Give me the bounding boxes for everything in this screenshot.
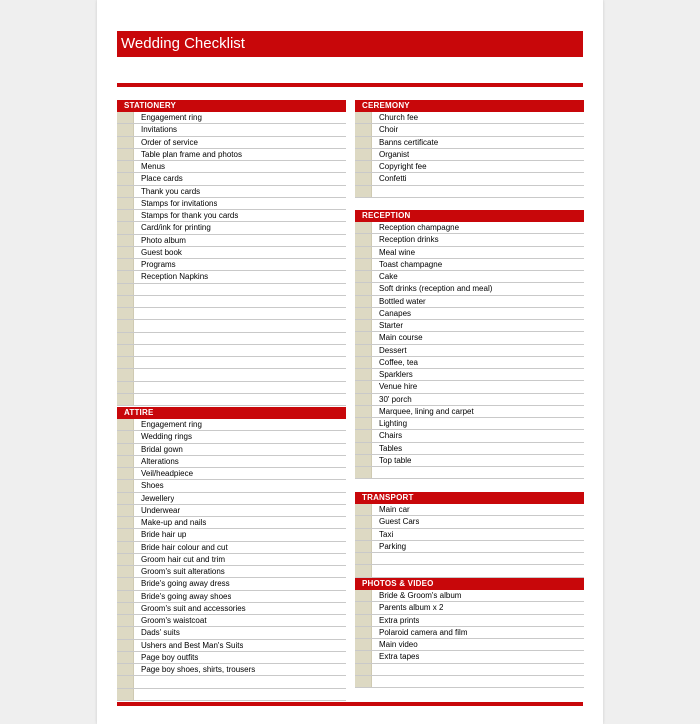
checkbox-cell[interactable]: [355, 504, 372, 515]
page-title: Wedding Checklist: [121, 35, 245, 52]
checklist-item-label: Groom's waistcoat: [141, 616, 207, 625]
checklist-row: [355, 467, 584, 479]
checklist-item-label: Guest Cars: [379, 517, 420, 527]
checklist-row: [355, 149, 584, 161]
checklist-item-label: Jewellery: [141, 493, 175, 503]
checkbox-cell[interactable]: [117, 578, 134, 589]
checklist-item-label: [134, 284, 141, 295]
section-title-transport: TRANSPORT: [355, 492, 584, 504]
checkbox-cell[interactable]: [355, 271, 372, 282]
checkbox-cell[interactable]: [117, 419, 134, 430]
checklist-row: [117, 320, 346, 332]
section-ceremony: [355, 100, 584, 198]
checklist-row: [117, 296, 346, 308]
checklist-row: [355, 161, 584, 173]
checkbox-cell[interactable]: [355, 222, 372, 233]
checklist-item-label: Groom's suit and accessories: [141, 603, 246, 613]
checkbox-cell[interactable]: [355, 381, 372, 392]
checklist-item-label: Menus: [141, 162, 166, 171]
checkbox-cell[interactable]: [355, 602, 372, 613]
checklist-row: [355, 541, 584, 553]
checkbox-cell[interactable]: [117, 566, 134, 577]
checklist-row: [117, 431, 346, 443]
checkbox-cell[interactable]: [355, 615, 372, 626]
section-photos-video: [355, 578, 584, 688]
section-attire: [117, 407, 346, 701]
checkbox-cell[interactable]: [355, 369, 372, 380]
checklist-item-label: Underwear: [141, 505, 181, 515]
checklist-row: [117, 271, 346, 283]
checkbox-cell[interactable]: [117, 591, 134, 602]
checkbox-cell[interactable]: [355, 149, 372, 160]
checklist-row: [117, 333, 346, 345]
checkbox-cell[interactable]: [117, 137, 134, 148]
checkbox-cell[interactable]: [355, 430, 372, 441]
checklist-item-label: [134, 394, 141, 405]
checkbox-cell[interactable]: [355, 418, 372, 429]
checklist-row: [117, 308, 346, 320]
checklist-row: [117, 566, 346, 578]
checklist-row: [117, 664, 346, 676]
checkbox-cell[interactable]: [355, 161, 372, 172]
checklist-item-label: 30' porch: [379, 394, 412, 404]
checklist-row: [117, 542, 346, 554]
checklist-row: [355, 504, 584, 516]
checkbox-cell[interactable]: [117, 333, 134, 344]
checkbox-cell[interactable]: [355, 443, 372, 454]
checklist-item-label: Banns certificate: [379, 137, 439, 147]
checkbox-cell[interactable]: [355, 345, 372, 356]
checklist-item-label: Page boy shoes, shirts, trousers: [141, 665, 256, 674]
checklist-row: [355, 357, 584, 369]
checkbox-cell[interactable]: [117, 542, 134, 553]
checkbox-cell[interactable]: [117, 320, 134, 331]
checklist-row: [117, 480, 346, 492]
checkbox-cell[interactable]: [355, 590, 372, 601]
checklist-item-label: Programs: [141, 260, 176, 269]
checkbox-cell[interactable]: [117, 676, 134, 687]
checklist-item-label: [134, 333, 141, 344]
checkbox-cell[interactable]: [355, 283, 372, 294]
checklist-item-label: [372, 676, 379, 687]
checklist-row: [355, 455, 584, 467]
checkbox-cell[interactable]: [355, 320, 372, 331]
checklist-item-label: Wedding rings: [141, 432, 192, 442]
checklist-row: [117, 173, 346, 185]
checklist-item-label: Bride & Groom's album: [379, 591, 462, 600]
checklist-item-label: Sparklers: [379, 370, 413, 379]
checklist-row: [117, 284, 346, 296]
checklist-row: [117, 235, 346, 247]
checklist-row: [355, 234, 584, 246]
checklist-row: [355, 173, 584, 185]
checkbox-cell[interactable]: [117, 493, 134, 504]
checkbox-cell[interactable]: [355, 651, 372, 662]
checklist-item-label: Canapes: [379, 308, 412, 318]
checklist-row: [355, 651, 584, 663]
checkbox-cell[interactable]: [355, 247, 372, 258]
checklist-item-label: [134, 345, 141, 356]
checklist-item-label: Parents album x 2: [379, 603, 444, 613]
checklist-item-label: Alterations: [141, 456, 179, 466]
checklist-item-label: [134, 676, 141, 687]
checklist-row: [355, 296, 584, 308]
checklist-item-label: Ushers and Best Man's Suits: [141, 640, 244, 650]
section-title-stationery: STATIONERY: [117, 100, 346, 112]
checkbox-cell[interactable]: [117, 689, 134, 700]
checklist-item-label: Church fee: [379, 113, 419, 122]
checklist-row: [117, 517, 346, 529]
checklist-item-label: Reception Napkins: [141, 272, 209, 282]
checklist-item-label: Veil/headpiece: [141, 469, 194, 478]
checklist-row: [355, 627, 584, 639]
checklist-item-label: [372, 553, 379, 564]
checklist-item-label: Chairs: [379, 431, 403, 441]
checklist-item-label: Groom hair cut and trim: [141, 554, 226, 564]
checklist-item-label: Order of service: [141, 137, 198, 147]
section-reception: [355, 210, 584, 479]
checklist-row: [355, 332, 584, 344]
checklist-row: [355, 639, 584, 651]
checklist-item-label: Polaroid camera and film: [379, 627, 468, 637]
checklist-row: [355, 308, 584, 320]
checklist-item-label: [134, 308, 141, 319]
checkbox-cell[interactable]: [117, 554, 134, 565]
checklist-row: [117, 603, 346, 615]
checkbox-cell[interactable]: [355, 406, 372, 417]
header-divider: [117, 83, 583, 87]
checklist-row: [355, 271, 584, 283]
checklist-item-label: Photo album: [141, 235, 186, 245]
checklist-row: [117, 652, 346, 664]
checkbox-cell[interactable]: [117, 664, 134, 675]
checkbox-cell[interactable]: [117, 296, 134, 307]
checklist-row: [117, 554, 346, 566]
checklist-row: [355, 222, 584, 234]
checklist-item-label: [372, 467, 379, 478]
checklist-item-label: Main course: [379, 333, 423, 343]
checkbox-cell[interactable]: [355, 467, 372, 478]
checklist-item-label: Taxi: [379, 529, 394, 539]
checklist-row: [355, 529, 584, 541]
checkbox-cell[interactable]: [355, 541, 372, 552]
checklist-item-label: Coffee, tea: [379, 357, 418, 367]
checklist-item-label: Bottled water: [379, 296, 426, 306]
checkbox-cell[interactable]: [117, 173, 134, 184]
checklist-row: [355, 590, 584, 602]
checklist-row: [355, 516, 584, 528]
checklist-item-label: Venue hire: [379, 382, 418, 392]
section-title-attire: ATTIRE: [117, 407, 346, 419]
checkbox-cell[interactable]: [355, 234, 372, 245]
checklist-row: [355, 664, 584, 676]
checklist-row: [117, 149, 346, 161]
checkbox-cell[interactable]: [117, 198, 134, 209]
checklist-item-label: Toast champagne: [379, 259, 443, 269]
checkbox-cell[interactable]: [355, 112, 372, 123]
checklist-row: [355, 345, 584, 357]
checklist-item-label: Place cards: [141, 174, 183, 184]
checkbox-cell[interactable]: [355, 676, 372, 687]
checklist-item-label: Bride hair up: [141, 530, 187, 540]
checklist-row: [117, 578, 346, 590]
checklist-row: [117, 456, 346, 468]
checklist-item-label: Bridal gown: [141, 444, 183, 454]
checklist-row: [355, 418, 584, 430]
checklist-item-label: Engagement ring: [141, 113, 202, 122]
checklist-item-label: [372, 664, 379, 675]
checklist-row: [117, 689, 346, 701]
checklist-item-label: Reception drinks: [379, 235, 439, 245]
checklist-row: [117, 493, 346, 505]
checklist-row: [117, 161, 346, 173]
checklist-row: [117, 627, 346, 639]
checklist-item-label: Reception champagne: [379, 223, 460, 232]
checkbox-cell[interactable]: [117, 652, 134, 663]
checkbox-cell[interactable]: [355, 308, 372, 319]
checklist-item-label: Marquee, lining and carpet: [379, 406, 474, 416]
checklist-row: [117, 382, 346, 394]
checkbox-cell[interactable]: [355, 664, 372, 675]
checklist-item-label: Choir: [379, 125, 399, 135]
footer-divider: [117, 702, 583, 706]
checkbox-cell[interactable]: [117, 382, 134, 393]
checklist-row: [117, 529, 346, 541]
checklist-row: [117, 419, 346, 431]
checklist-item-label: Table plan frame and photos: [141, 149, 242, 159]
checklist-row: [355, 553, 584, 565]
checklist-row: [355, 112, 584, 124]
checkbox-cell[interactable]: [355, 137, 372, 148]
checklist-item-label: Tables: [379, 443, 403, 453]
checklist-row: [355, 283, 584, 295]
checklist-row: [117, 394, 346, 406]
checklist-item-label: [134, 296, 141, 307]
checklist-row: [355, 406, 584, 418]
checklist-row: [355, 443, 584, 455]
checklist-item-label: Stamps for thank you cards: [141, 211, 239, 220]
checklist-row: [355, 381, 584, 393]
checkbox-cell[interactable]: [355, 259, 372, 270]
checklist-row: [117, 210, 346, 222]
checklist-item-label: Engagement ring: [141, 420, 202, 429]
checkbox-cell[interactable]: [117, 615, 134, 626]
checklist-row: [117, 186, 346, 198]
checklist-row: [117, 124, 346, 136]
checkbox-cell[interactable]: [117, 480, 134, 491]
checkbox-cell[interactable]: [355, 394, 372, 405]
checkbox-cell[interactable]: [117, 627, 134, 638]
checklist-item-label: [134, 369, 141, 380]
checklist-row: [355, 430, 584, 442]
section-title-ceremony: CEREMONY: [355, 100, 584, 112]
checkbox-cell[interactable]: [117, 161, 134, 172]
checklist-item-label: Thank you cards: [141, 186, 201, 196]
checkbox-cell[interactable]: [355, 639, 372, 650]
checklist-item-label: Page boy outfits: [141, 652, 199, 662]
checklist-row: [355, 186, 584, 198]
checklist-item-label: [372, 186, 379, 197]
checklist-item-label: Groom's suit alterations: [141, 567, 225, 576]
checklist-item-label: Parking: [379, 541, 407, 551]
checklist-row: [355, 615, 584, 627]
checklist-row: [117, 259, 346, 271]
checkbox-cell[interactable]: [355, 565, 372, 576]
checklist-item-label: Lighting: [379, 419, 408, 428]
section-title-reception: RECEPTION: [355, 210, 584, 222]
checklist-row: [117, 591, 346, 603]
checklist-item-label: Organist: [379, 149, 410, 159]
checkbox-cell[interactable]: [355, 529, 372, 540]
checklist-row: [355, 137, 584, 149]
checkbox-cell[interactable]: [117, 640, 134, 651]
checkbox-cell[interactable]: [117, 505, 134, 516]
checkbox-cell[interactable]: [117, 444, 134, 455]
checkbox-cell[interactable]: [355, 357, 372, 368]
checkbox-cell[interactable]: [355, 173, 372, 184]
checkbox-cell[interactable]: [117, 222, 134, 233]
checklist-item-label: Guest book: [141, 247, 182, 257]
checkbox-cell[interactable]: [117, 284, 134, 295]
checklist-item-label: [134, 689, 141, 700]
checklist-item-label: Soft drinks (reception and meal): [379, 284, 493, 294]
checklist-row: [355, 602, 584, 614]
checklist-row: [117, 505, 346, 517]
checkbox-cell[interactable]: [117, 247, 134, 258]
checklist-row: [117, 222, 346, 234]
checkbox-cell[interactable]: [117, 603, 134, 614]
checkbox-cell[interactable]: [355, 332, 372, 343]
checkbox-cell[interactable]: [117, 124, 134, 135]
checkbox-cell[interactable]: [117, 235, 134, 246]
checklist-item-label: Cake: [379, 272, 398, 281]
checklist-row: [117, 247, 346, 259]
checklist-item-label: [372, 565, 379, 576]
checklist-row: [355, 259, 584, 271]
checklist-row: [117, 468, 346, 480]
checklist-row: [117, 137, 346, 149]
checkbox-cell[interactable]: [117, 357, 134, 368]
checklist-item-label: Card/ink for printing: [141, 223, 211, 233]
checklist-item-label: Bride's going away shoes: [141, 591, 232, 601]
checklist-row: [355, 565, 584, 577]
checklist-row: [355, 676, 584, 688]
section-stationery: [117, 100, 346, 406]
checklist-row: [355, 394, 584, 406]
checkbox-cell[interactable]: [355, 516, 372, 527]
checkbox-cell[interactable]: [117, 529, 134, 540]
title-bar: [117, 31, 583, 57]
checklist-row: [355, 124, 584, 136]
checklist-item-label: [134, 382, 141, 393]
checkbox-cell[interactable]: [117, 517, 134, 528]
checklist-row: [117, 640, 346, 652]
checkbox-cell[interactable]: [355, 455, 372, 466]
checklist-item-label: Stamps for invitations: [141, 198, 218, 208]
section-title-photos-video: PHOTOS & VIDEO: [355, 578, 584, 590]
checklist-row: [117, 198, 346, 210]
checklist-item-label: [134, 357, 141, 368]
checkbox-cell[interactable]: [117, 308, 134, 319]
checkbox-cell[interactable]: [117, 210, 134, 221]
checklist-item-label: [134, 320, 141, 331]
checklist-item-label: Copyright fee: [379, 162, 427, 171]
checklist-row: [355, 247, 584, 259]
checkbox-cell[interactable]: [117, 186, 134, 197]
checklist-item-label: Meal wine: [379, 247, 416, 257]
checklist-item-label: Extra tapes: [379, 652, 420, 662]
checkbox-cell[interactable]: [117, 149, 134, 160]
checkbox-cell[interactable]: [117, 456, 134, 467]
checklist-item-label: Main car: [379, 505, 410, 514]
checkbox-cell[interactable]: [117, 112, 134, 123]
checklist-item-label: Shoes: [141, 481, 164, 491]
checklist-row: [117, 357, 346, 369]
checklist-item-label: Make-up and nails: [141, 518, 207, 527]
checklist-item-label: Bride's going away dress: [141, 579, 230, 589]
checkbox-cell[interactable]: [117, 468, 134, 479]
checklist-row: [117, 676, 346, 688]
checklist-row: [117, 444, 346, 456]
section-transport: [355, 492, 584, 578]
checkbox-cell[interactable]: [355, 296, 372, 307]
checkbox-cell[interactable]: [117, 259, 134, 270]
checklist-row: [117, 369, 346, 381]
checkbox-cell[interactable]: [355, 627, 372, 638]
checklist-item-label: Top table: [379, 455, 412, 465]
checklist-item-label: Dessert: [379, 345, 407, 355]
checklist-item-label: Main video: [379, 640, 418, 649]
checklist-item-label: Invitations: [141, 125, 178, 135]
checklist-item-label: Starter: [379, 321, 404, 330]
checklist-row: [117, 615, 346, 627]
checkbox-cell[interactable]: [355, 186, 372, 197]
checklist-item-label: Bride hair colour and cut: [141, 542, 228, 552]
checklist-row: [355, 320, 584, 332]
checkbox-cell[interactable]: [117, 345, 134, 356]
checkbox-cell[interactable]: [355, 553, 372, 564]
checklist-item-label: Extra prints: [379, 615, 420, 625]
checklist-item-label: Dads' suits: [141, 628, 180, 638]
checkbox-cell[interactable]: [117, 431, 134, 442]
checkbox-cell[interactable]: [117, 394, 134, 405]
checklist-item-label: Confetti: [379, 174, 407, 184]
checklist-row: [355, 369, 584, 381]
checklist-row: [117, 345, 346, 357]
checkbox-cell[interactable]: [117, 369, 134, 380]
checklist-row: [117, 112, 346, 124]
checkbox-cell[interactable]: [355, 124, 372, 135]
checkbox-cell[interactable]: [117, 271, 134, 282]
